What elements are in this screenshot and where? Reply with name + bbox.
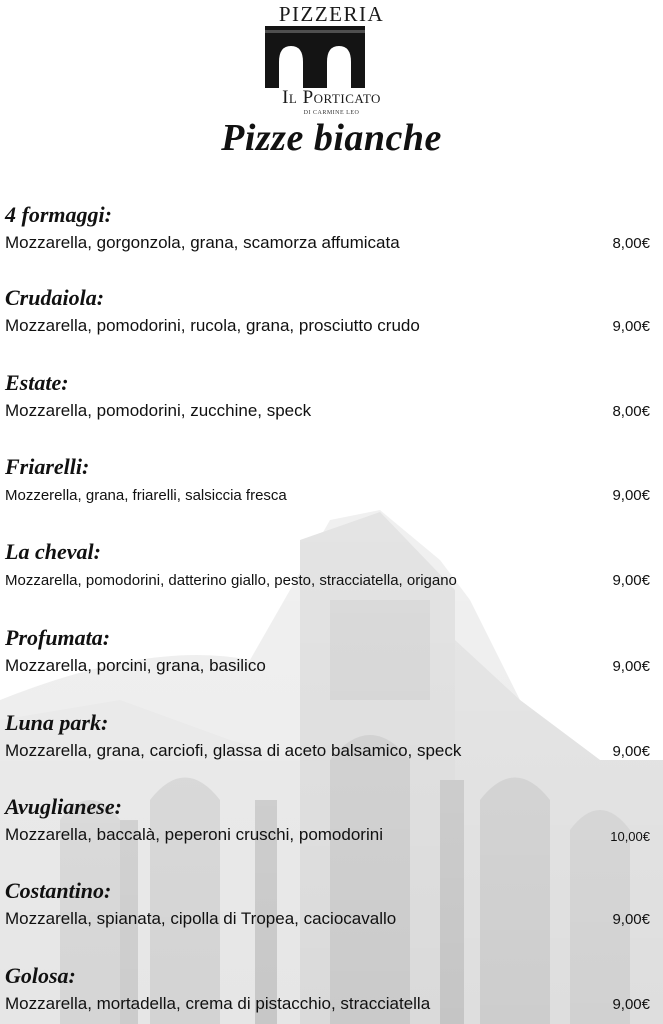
pizzeria-label: PIZZERIA [278, 2, 385, 26]
menu-item [0, 285, 663, 345]
item-price: 9,00€ [612, 572, 650, 589]
menu-item [0, 878, 663, 938]
item-price: 8,00€ [612, 403, 650, 420]
item-price: 9,00€ [612, 996, 650, 1013]
item-description: Mozzarella, pomodorini, rucola, grana, prosciutto crudo [5, 316, 420, 335]
item-description: Mozzarella, porcini, grana, basilico [5, 656, 266, 675]
item-name: 4 formaggi: [5, 202, 112, 227]
item-name: Avuglianese: [5, 794, 122, 819]
item-price: 10,00€ [610, 829, 650, 844]
item-price: 9,00€ [612, 318, 650, 335]
menu-item [0, 963, 663, 1023]
menu-item [0, 710, 663, 770]
item-name: Luna park: [5, 710, 109, 735]
item-description: Mozzarella, mortadella, crema di pistacchio, stracciatella [5, 994, 431, 1013]
menu-item [0, 794, 663, 854]
item-price: 9,00€ [612, 911, 650, 928]
menu-item [0, 454, 663, 514]
item-price: 9,00€ [612, 487, 650, 504]
menu-item [0, 625, 663, 685]
item-description: Mozzarella, pomodorini, zucchine, speck [5, 401, 312, 420]
item-name: Estate: [5, 370, 69, 395]
menu-item [0, 370, 663, 430]
item-price: 8,00€ [612, 235, 650, 252]
section-title: Pizze bianche [221, 117, 442, 159]
item-description: Mozzarella, pomodorini, datterino giallo, pesto, stracciatella, origano [5, 572, 457, 589]
item-description: Mozzarella, baccalà, peperoni cruschi, pomodorini [5, 825, 383, 844]
menu-item [0, 202, 663, 262]
item-description: Mozzarella, gorgonzola, grana, scamorza affumicata [5, 233, 400, 252]
item-description: Mozzerella, grana, friarelli, salsiccia fresca [5, 487, 287, 504]
item-price: 9,00€ [612, 743, 650, 760]
item-price: 9,00€ [612, 658, 650, 675]
pizzeria-name: Il Porticato [282, 87, 381, 108]
item-description: Mozzarella, spianata, cipolla di Tropea, caciocavallo [5, 909, 397, 928]
item-name: Crudaiola: [5, 285, 105, 310]
item-name: Profumata: [5, 625, 111, 650]
item-description: Mozzarella, grana, carciofi, glassa di aceto balsamico, speck [5, 741, 462, 760]
item-name: Golosa: [5, 963, 76, 988]
item-name: Friarelli: [5, 454, 90, 479]
menu-header [0, 0, 663, 170]
item-name: Costantino: [5, 878, 112, 903]
pizzeria-owner: DI CARMINE LEO [303, 110, 360, 116]
arch-logo-icon [265, 26, 365, 88]
item-name: La cheval: [5, 539, 101, 564]
menu-item [0, 539, 663, 599]
